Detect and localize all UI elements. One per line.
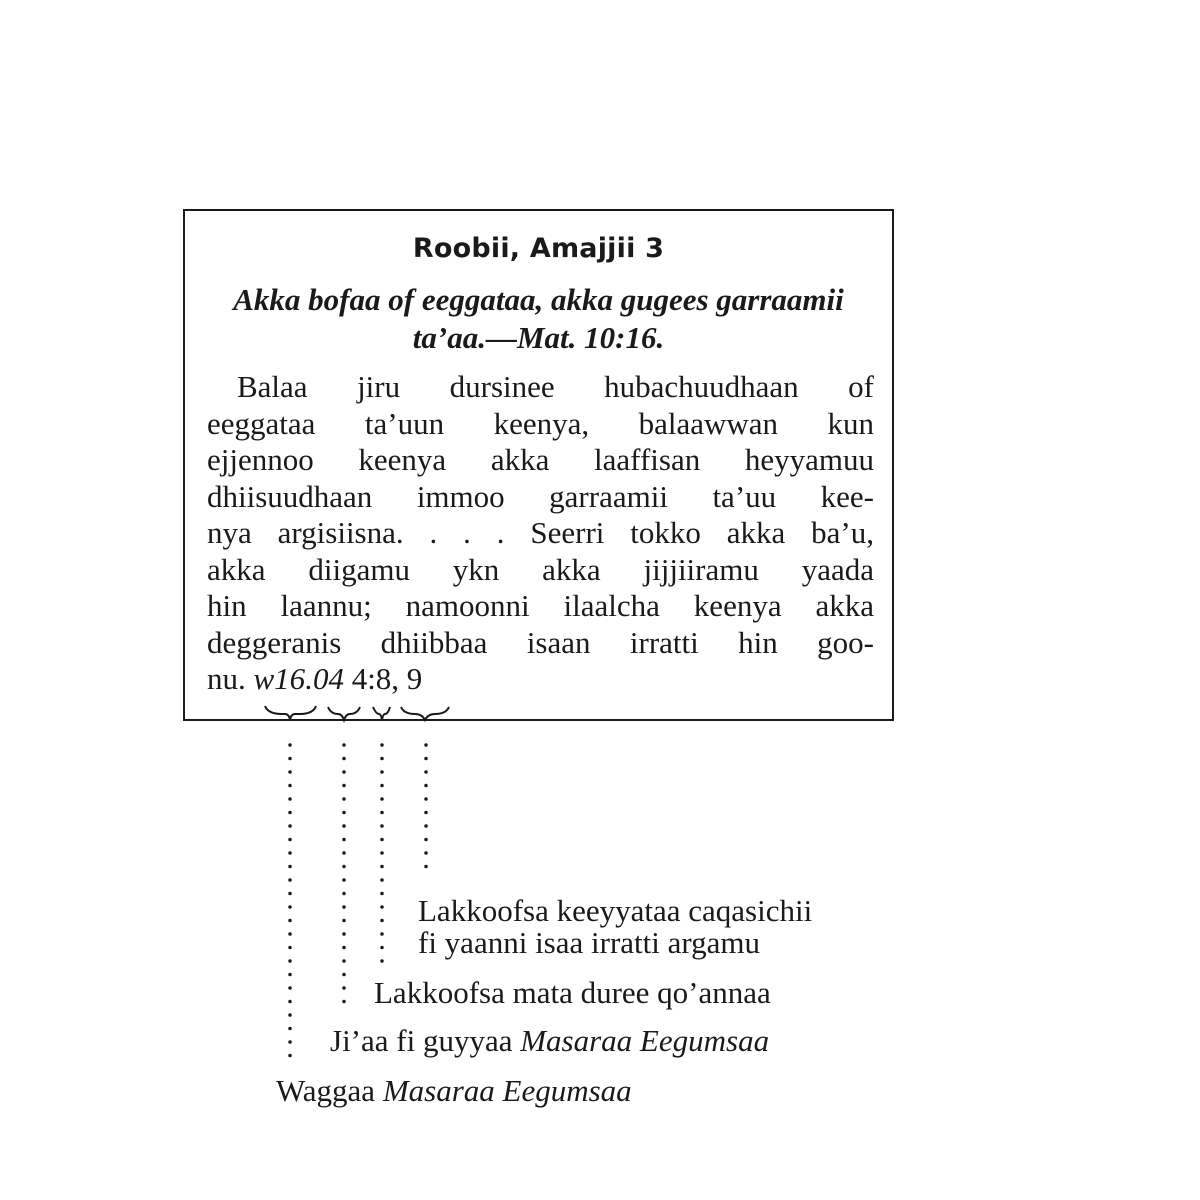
legend-publication-italic: Masaraa Eegumsaa bbox=[382, 1073, 632, 1108]
reference-paragraphs: :8, 9 bbox=[367, 661, 423, 696]
comment-line: deggeranis dhiibbaa isaan irratti hin goo- bbox=[207, 624, 874, 660]
legend-paragraphs bbox=[418, 895, 812, 959]
bracket-paragraphs bbox=[401, 707, 449, 720]
comment-line: dhiisuudhaan immoo garraamii ta’uu kee- bbox=[207, 478, 874, 514]
legend-paragraphs-line1: Lakkoofsa keeyyataa caqasichii bbox=[418, 893, 813, 928]
theme-dash: — bbox=[485, 320, 517, 355]
legend-publication-prefix: Waggaa bbox=[276, 1073, 383, 1108]
legend-issue-prefix: Ji’aa fi guyyaa bbox=[330, 1023, 521, 1058]
comment-last-text: nu. bbox=[207, 661, 246, 696]
legend-article: Lakkoofsa mata duree qo’annaa bbox=[374, 975, 771, 1010]
legend-issue bbox=[330, 1025, 769, 1057]
day-heading: Roobii, Amajjii 3 bbox=[412, 233, 665, 264]
bracket-issue bbox=[328, 707, 360, 720]
comment-line: Balaa jiru dursinee hubachuudhaan of bbox=[237, 369, 874, 404]
comment-line: nya argisiisna. . . . Seerri tokko akka ba’u, bbox=[207, 515, 874, 550]
bracket-article bbox=[373, 707, 390, 720]
legend-publication bbox=[276, 1075, 632, 1107]
comment-line: ejjennoo keenya akka laaffisan heyyamuu bbox=[207, 442, 874, 477]
reference-article: 4 bbox=[351, 661, 368, 696]
theme-text: Akka bofaa of eeggataa, akka gugees garraamii ta’aa. bbox=[233, 282, 844, 355]
legend-paragraphs-line2: fi yaanni isaa irratti argamu bbox=[418, 925, 761, 960]
comment-line: eeggataa ta’uun keenya, balaawwan kun bbox=[207, 405, 874, 441]
theme-citation: Mat. 10:16. bbox=[516, 320, 665, 355]
comment-line: akka diigamu ykn akka jijjiiramu yaada bbox=[207, 551, 874, 587]
bracket-publication bbox=[265, 706, 316, 720]
reference-publication: w16 bbox=[253, 661, 306, 696]
legend-issue-italic: Masaraa Eegumsaa bbox=[520, 1023, 770, 1058]
reference-issue: .04 bbox=[305, 661, 344, 696]
comment-line: hin laannu; namoonni ilaalcha keenya akka bbox=[207, 588, 874, 623]
